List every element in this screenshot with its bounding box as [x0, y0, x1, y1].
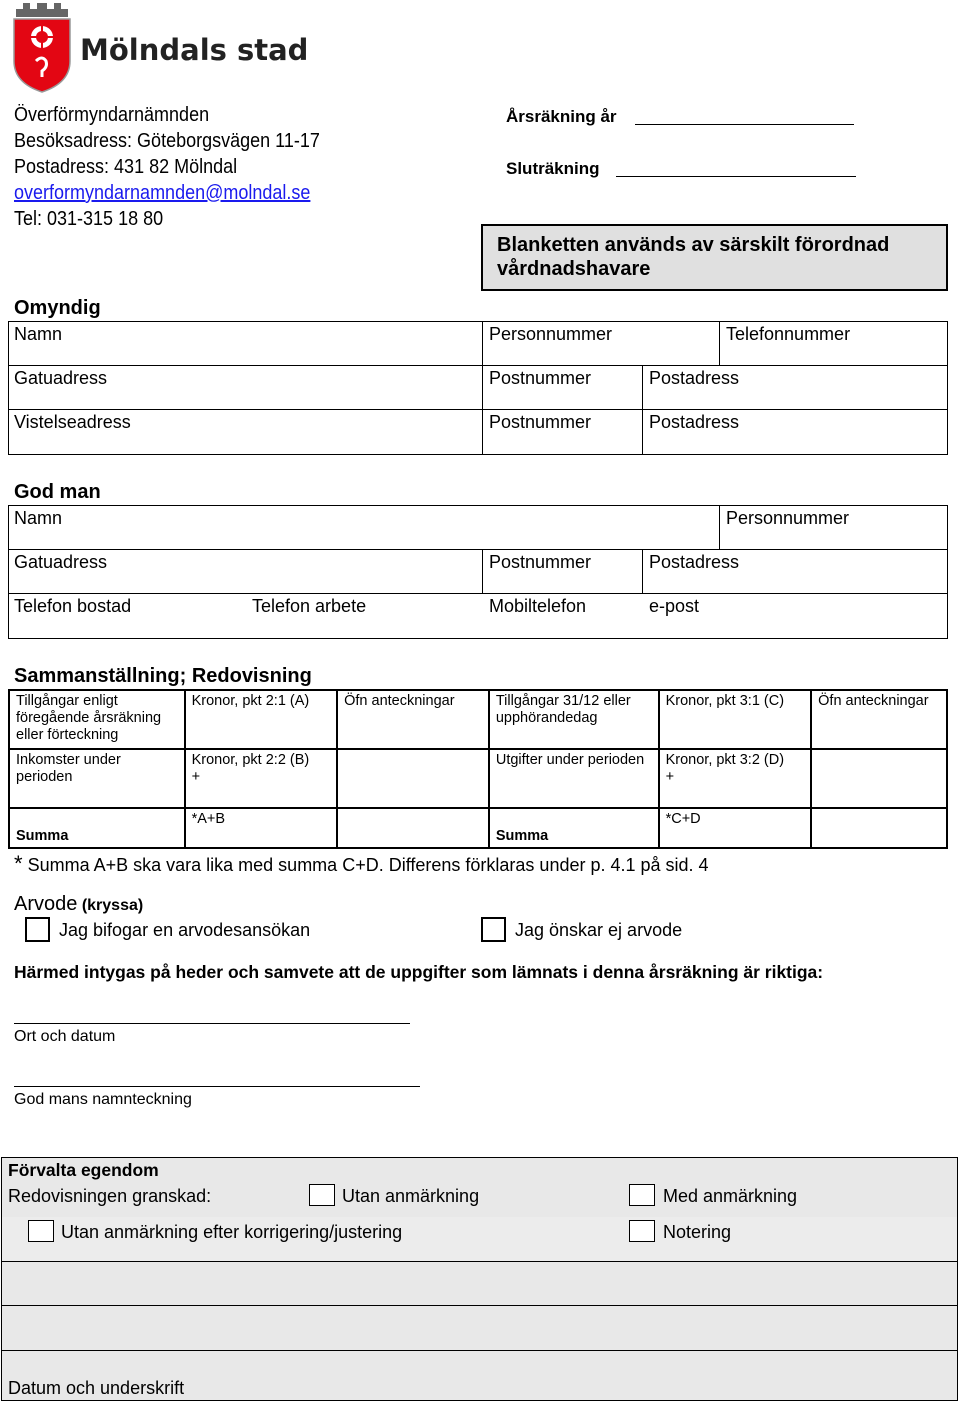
notes1-cell — [337, 690, 489, 749]
summary-heading: Sammanställning; Redovisning — [14, 665, 312, 687]
cd-cell[interactable] — [659, 808, 812, 848]
ab-cell[interactable] — [185, 808, 338, 848]
summary-table — [8, 689, 948, 849]
declaration-text: Härmed intygas på heder och samvete att de uppgifter som lämnats i denna årsräkning är riktiga: — [14, 962, 824, 982]
assets-end-label: Tillgångar 31/12 eller upphörandedag — [489, 690, 659, 749]
kr-c-label: Kronor, pkt 3:1 (C) — [665, 693, 785, 709]
minor-zip2-label: Postnummer — [489, 412, 592, 432]
fee-attach-label: Jag bifogar en arvodesansökan — [59, 920, 311, 940]
fee-heading: Arvode — [14, 893, 78, 915]
annual-report-label: Årsräkning år — [506, 107, 617, 126]
footnote-text: Summa A+B ska vara lika med summa C+D. Differens förklaras under p. 4.1 på sid. 4 — [27, 855, 709, 875]
with-remark-checkbox[interactable] — [629, 1184, 655, 1206]
kr-a-cell[interactable] — [185, 690, 338, 749]
phone-number: Tel: 031-315 18 80 — [14, 208, 164, 230]
assets-prev-label: Tillgångar enligt föregående årsräkning eller förteckning — [9, 690, 185, 749]
kr-a-label: Kronor, pkt 2:1 (A) — [191, 693, 310, 709]
visit-address: Besöksadress: Göteborgsvägen 11-17 — [14, 130, 320, 152]
summary-footnote — [14, 851, 709, 877]
annual-year-field[interactable] — [635, 108, 854, 125]
minor-pnr-label: Personnummer — [489, 324, 613, 344]
with-remark-label: Med anmärkning — [663, 1186, 798, 1206]
minor-residence-label: Vistelseadress — [14, 412, 131, 432]
guardian-signature-label: God mans namnteckning — [14, 1091, 192, 1108]
guardian-work-phone-label: Telefon arbete — [252, 596, 367, 616]
notes1b-cell — [337, 749, 489, 808]
note-label: Notering — [663, 1222, 732, 1242]
after-correction-label: Utan anmärkning efter korrigering/justering — [61, 1222, 403, 1242]
final-report-field[interactable] — [616, 160, 856, 177]
brand-name: Mölndals stad — [80, 33, 309, 67]
fee-attach-checkbox[interactable] — [25, 917, 50, 942]
guardian-signature-line[interactable] — [14, 1070, 420, 1087]
guardian-email-label: e-post — [649, 596, 700, 616]
notes2b-cell — [811, 749, 947, 808]
municipal-coat-of-arms-icon — [12, 3, 72, 93]
reviewed-label: Redovisningen granskad: — [8, 1186, 212, 1206]
note-checkbox[interactable] — [629, 1220, 655, 1242]
expenses-label: Utgifter under perioden — [489, 749, 659, 808]
guardian-contact-row[interactable] — [8, 593, 948, 639]
guardian-city-label: Postadress — [649, 552, 740, 572]
minor-name-field[interactable] — [8, 321, 483, 366]
minor-street-label: Gatuadress — [14, 368, 108, 388]
notes1-label: Öfn anteckningar — [344, 693, 455, 709]
kr-d-label: Kronor, pkt 3:2 (D) — [665, 752, 785, 768]
income-label: Inkomster under perioden — [9, 749, 185, 808]
guardian-pnr-label: Personnummer — [726, 508, 850, 528]
kr-c-cell[interactable] — [659, 690, 812, 749]
guardian-home-phone-label: Telefon bostad — [14, 596, 132, 616]
minor-zip-label: Postnummer — [489, 368, 592, 388]
kr-b-cell[interactable] — [185, 749, 338, 808]
guardian-name-label: Namn — [14, 508, 63, 528]
fee-hint: (kryssa) — [81, 897, 144, 914]
notes2c-cell — [811, 808, 947, 848]
notes1c-cell — [337, 808, 489, 848]
kr-d-cell[interactable] — [659, 749, 812, 808]
email-link[interactable]: overformyndarnamnden@molndal.se — [14, 182, 311, 204]
office-name: Överförmyndarnämnden — [14, 104, 210, 126]
ab-label: *A+B — [191, 811, 226, 827]
minor-name-label: Namn — [14, 324, 63, 344]
no-remark-label: Utan anmärkning — [342, 1186, 480, 1206]
fee-heading-row — [14, 893, 143, 916]
minor-heading: Omyndig — [14, 297, 101, 319]
place-date-label: Ort och datum — [14, 1028, 116, 1045]
fee-decline-label: Jag önskar ej arvode — [515, 920, 683, 940]
kr-b-label: Kronor, pkt 2:2 (B) — [191, 752, 310, 768]
guardian-mobile-label: Mobiltelefon — [489, 596, 587, 616]
guardian-heading: God man — [14, 481, 101, 503]
guardian-street-label: Gatuadress — [14, 552, 108, 572]
minor-city-label: Postadress — [649, 368, 740, 388]
notes2-label: Öfn anteckningar — [818, 693, 929, 709]
minor-phone-label: Telefonnummer — [726, 324, 851, 344]
date-sign-label: Datum och underskrift — [8, 1378, 185, 1398]
final-report-label: Sluträkning — [506, 159, 600, 178]
guardian-name-field[interactable] — [8, 505, 720, 550]
guardian-zip-label: Postnummer — [489, 552, 592, 572]
sum-right-label: Summa — [489, 808, 659, 848]
no-remark-checkbox[interactable] — [309, 1184, 335, 1206]
place-date-line[interactable] — [14, 1007, 410, 1024]
plus-b: + — [191, 769, 201, 785]
plus-d: + — [665, 769, 675, 785]
minor-city2-label: Postadress — [649, 412, 740, 432]
office-heading: Förvalta egendom — [8, 1160, 159, 1180]
postal-address: Postadress: 431 82 Mölndal — [14, 156, 238, 178]
cd-label: *C+D — [665, 811, 701, 827]
after-correction-checkbox[interactable] — [28, 1220, 54, 1242]
fee-decline-checkbox[interactable] — [481, 917, 506, 942]
sum-left-label: Summa — [9, 808, 185, 848]
footnote-star: * — [14, 851, 23, 876]
notes2-cell — [811, 690, 947, 749]
usage-notice: Blanketten används av särskilt förordnad vårdnadshavare — [481, 224, 948, 291]
